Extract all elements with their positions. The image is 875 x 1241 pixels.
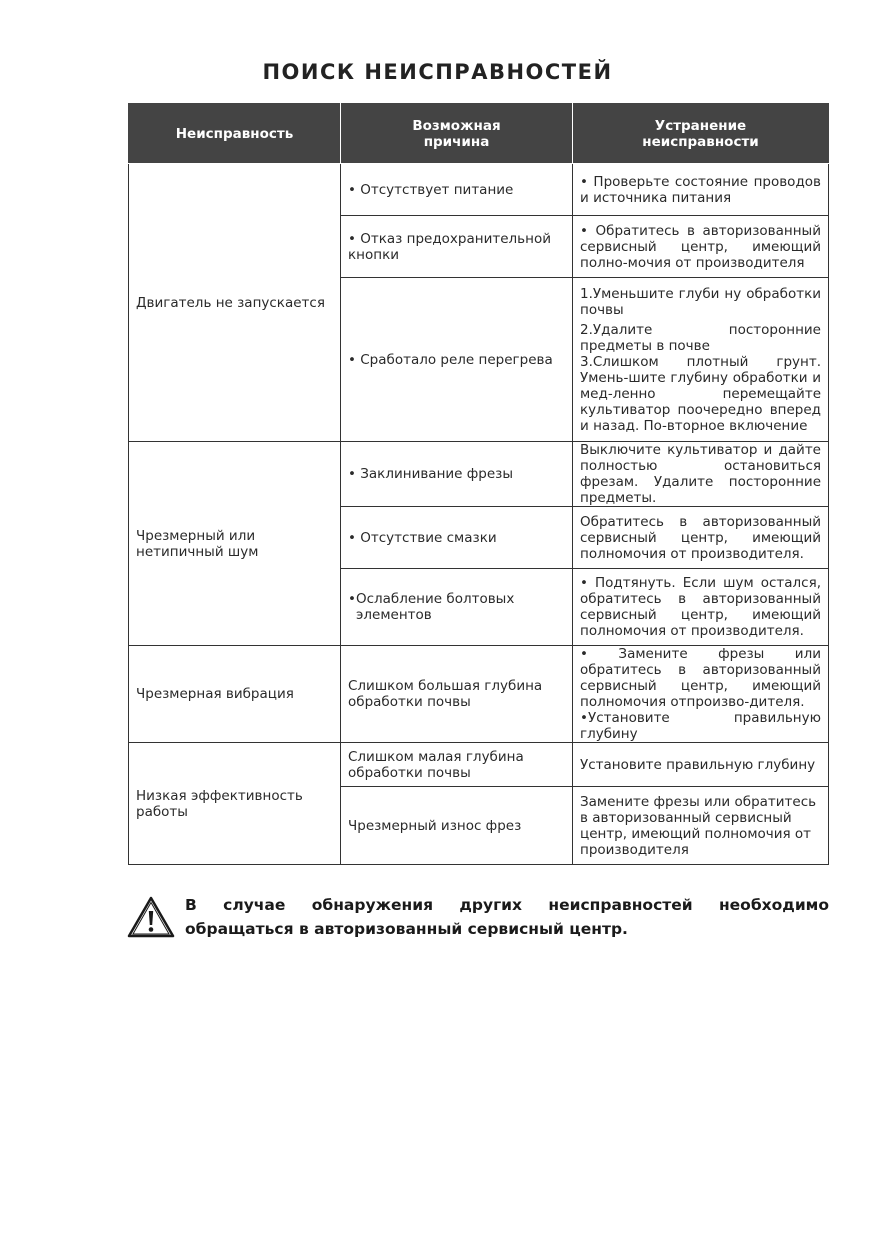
table-header-row xyxy=(129,104,829,164)
troubleshooting-table xyxy=(128,103,829,865)
header-remedy-line: неисправности xyxy=(642,133,759,150)
header-cause-line: причина xyxy=(423,133,490,150)
remedy-cell: • Проверьте состояние проводов и источника питания xyxy=(573,164,829,216)
cause-cell: Слишком большая глубина обработки почвы xyxy=(341,646,573,743)
cause-cell: Слишком малая глубина обработки почвы xyxy=(341,743,573,787)
remedy-paragraph: •Установите правильную глубину xyxy=(580,710,821,742)
remedy-paragraph: • Замените фрезы или обратитесь в авторизованный сервисный центр, имеющий полномочия отпроизво-дителя. xyxy=(580,646,821,710)
cause-cell: • Заклинивание фрезы xyxy=(341,442,573,507)
remedy-cell xyxy=(573,787,829,865)
cause-cell: Чрезмерный износ фрез xyxy=(341,787,573,865)
fault-cell: Двигатель не запускается xyxy=(129,164,341,442)
fault-line: нетипичный шум xyxy=(136,543,259,560)
page-title: ПОИСК НЕИСПРАВНОСТЕЙ xyxy=(262,60,613,84)
remedy-line: Замените фрезы или обратитесь xyxy=(580,793,817,810)
cause-line: элементов xyxy=(356,607,432,623)
header-remedy xyxy=(573,104,829,164)
remedy-cell xyxy=(573,646,829,743)
cause-line: •Ослабление болтовых xyxy=(348,591,515,607)
remedy-paragraph: 2.Удалите посторонние предметы в почве xyxy=(580,321,821,354)
remedy-cell: Установите правильную глубину xyxy=(573,743,829,787)
remedy-cell xyxy=(573,278,829,442)
remedy-line: производителя xyxy=(580,841,689,858)
fault-cell: Чрезмерная вибрация xyxy=(129,646,341,743)
warning-text: В случае обнаружения других неисправностей необходимо обращаться в авторизованный сервисный центр. xyxy=(185,896,829,938)
remedy-cell: Выключите культиватор и дайте полностью остановиться фрезам. Удалите посторонние предметы. xyxy=(573,442,829,507)
header-cause-line: Возможная xyxy=(412,117,501,134)
table-row xyxy=(129,743,829,787)
table-row xyxy=(129,646,829,743)
cause-cell xyxy=(341,569,573,646)
cause-cell: • Отказ предохранительной кнопки xyxy=(341,216,573,278)
header-remedy-line: Устранение xyxy=(654,117,747,134)
cause-cell: • Сработало реле перегрева xyxy=(341,278,573,442)
cause-cell: • Отсутствие смазки xyxy=(341,507,573,569)
remedy-paragraph: 1.Уменьшите глуби ну обработки почвы xyxy=(580,285,821,318)
remedy-cell: Обратитесь в авторизованный сервисный центр, имеющий полномочия от производителя. xyxy=(573,507,829,569)
fault-line: Чрезмерный или xyxy=(136,527,256,544)
header-cause xyxy=(341,104,573,164)
remedy-cell: • Подтянуть. Если шум остался, обратитесь в авторизованный сервисный центр, имеющий полномочия от производителя. xyxy=(573,569,829,646)
table-row xyxy=(129,442,829,507)
remedy-paragraph: 3.Слишком плотный грунт. Умень-шите глубину обработки и мед-ленно перемещайте культиватор поочередно вперед и назад. По-вторное включение xyxy=(580,353,821,434)
fault-cell: Низкая эффективность работы xyxy=(129,743,341,865)
table-row xyxy=(129,164,829,216)
remedy-line: в авторизованный сервисный xyxy=(580,809,792,826)
warning-triangle-icon xyxy=(127,895,175,939)
remedy-cell: • Обратитесь в авторизованный сервисный центр, имеющий полно-мочия от производителя xyxy=(573,216,829,278)
warning-note xyxy=(127,893,829,943)
fault-cell xyxy=(129,442,341,646)
remedy-line: центр, имеющий полномочия от xyxy=(580,825,812,842)
header-fault: Неисправность xyxy=(129,104,341,164)
cause-cell: • Отсутствует питание xyxy=(341,164,573,216)
